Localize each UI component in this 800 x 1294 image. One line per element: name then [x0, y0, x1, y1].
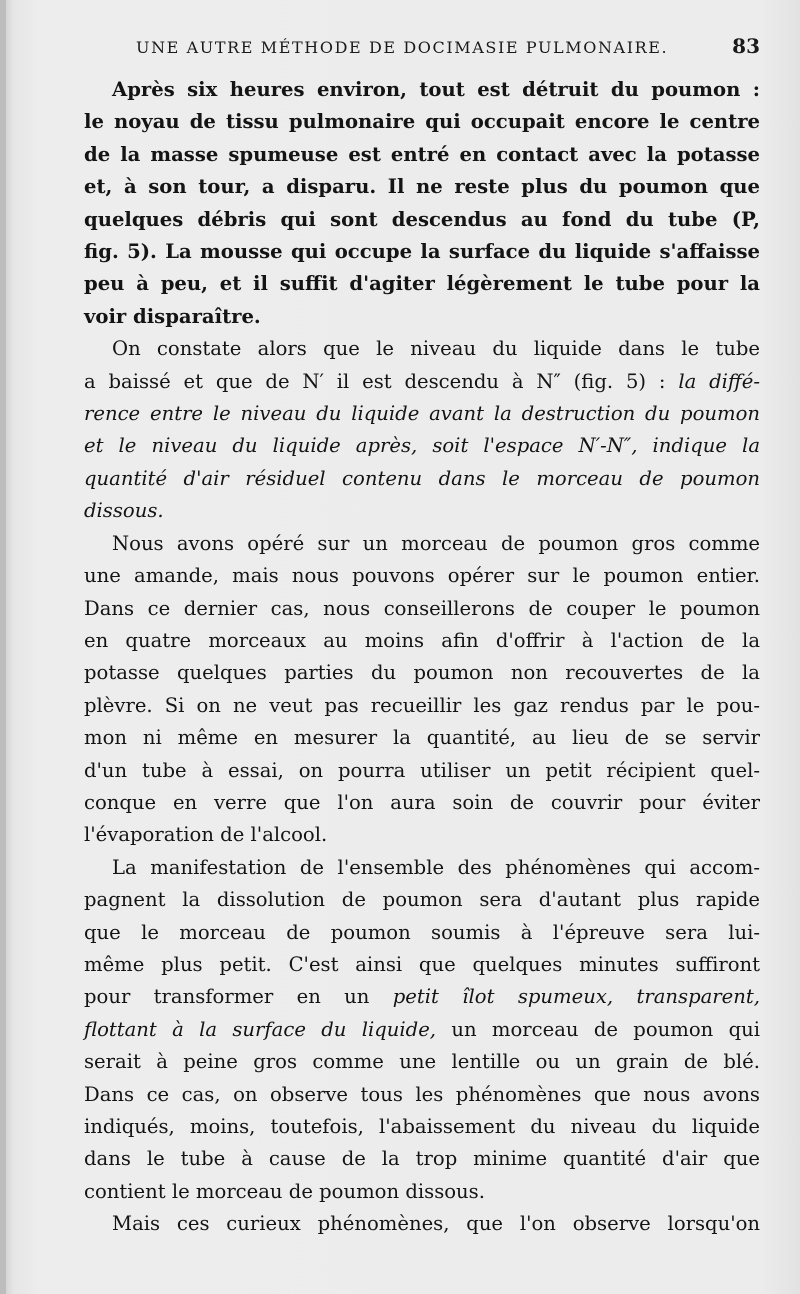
text-line	[84, 1079, 760, 1111]
text-run: pour transformer en un	[84, 985, 393, 1009]
text-run: indiqués, moins, toutefois, l'abaissement du niveau du liquide	[84, 1115, 760, 1138]
italic-run: petit îlot spumeux, transparent,	[392, 985, 760, 1009]
text-line	[84, 1046, 760, 1078]
running-header	[84, 34, 760, 74]
text-line: conque en verre que l'on aura soin de couvrir pour éviter	[84, 790, 760, 814]
text-line	[84, 884, 760, 916]
italic-run: quantité d'air résiduel contenu dans le morceau de poumon	[84, 466, 760, 490]
paragraph-5	[84, 1208, 760, 1240]
text-run: contient le morceau de poumon dissous.	[84, 1179, 485, 1203]
text-line: et, à son tour, a disparu. Il ne reste plus du poumon que	[84, 175, 760, 199]
text-line	[84, 495, 760, 527]
text-line: Après six heures environ, tout est détruit du poumon :	[112, 78, 760, 101]
text-line	[84, 981, 760, 1013]
text-line	[84, 949, 760, 981]
text-line	[84, 366, 760, 398]
text-line	[84, 463, 760, 495]
text-run: serait à peine gros comme une lentille ou un grain de blé.	[84, 1050, 760, 1074]
text-line: fig. 5). La mousse qui occupe la surface du liquide s'affaisse	[84, 240, 760, 264]
page-number: 83	[732, 34, 760, 58]
text-line: d'un tube à essai, on pourra utiliser un petit récipient quel-	[84, 758, 760, 782]
text-line: en quatre morceaux au moins afin d'offrir à l'action de la	[84, 628, 760, 652]
text-line	[84, 398, 760, 430]
text-line: une amande, mais nous pouvons opérer sur le poumon entier.	[84, 564, 760, 588]
text-line: Nous avons opéré sur un morceau de poumon gros comme	[112, 531, 760, 555]
text-run: pagnent la dissolution de poumon sera d'autant plus rapide	[84, 888, 760, 912]
text-line: potasse quelques parties du poumon non recouvertes de la	[84, 661, 760, 685]
text-run: a baissé et que de N′ il est descendu à N″ (fig. 5) :	[84, 369, 679, 393]
text-line	[84, 852, 760, 884]
text-line	[84, 430, 760, 462]
text-line	[84, 1176, 760, 1208]
text-line: voir disparaître.	[84, 304, 261, 328]
page-edge	[0, 0, 6, 1294]
italic-run: la diffé-	[678, 369, 760, 393]
text-run: que le morceau de poumon soumis à l'épreuve sera lui-	[84, 920, 760, 944]
text-run: On constate alors que le niveau du liquide dans le tube	[112, 337, 760, 361]
italic-run: dissous.	[84, 499, 164, 523]
paragraph-4	[84, 852, 760, 1208]
text-line	[84, 1143, 760, 1175]
paragraph-2	[84, 333, 760, 527]
text-run: Dans ce cas, on observe tous les phénomènes que nous avons	[84, 1082, 760, 1106]
text-line	[84, 917, 760, 949]
running-title: UNE AUTRE MÉTHODE DE DOCIMASIE PULMONAIRE.	[136, 38, 669, 57]
text-line: Dans ce dernier cas, nous conseillerons de couper le poumon	[84, 596, 760, 620]
italic-run: flottant à la surface du liquide,	[84, 1017, 437, 1041]
text-run: même plus petit. C'est ainsi que quelques minutes suffiront	[84, 952, 760, 976]
paragraph-1	[84, 74, 760, 333]
text-line: le noyau de tissu pulmonaire qui occupait encore le centre	[84, 110, 760, 134]
text-line: l'évaporation de l'alcool.	[84, 823, 328, 847]
text-line	[84, 1014, 760, 1046]
paragraph-3	[84, 528, 760, 852]
italic-run: et le niveau du liquide après, soit l'espace N′-N″, indique la	[84, 434, 760, 458]
text-line: mon ni même en mesurer la quantité, au lieu de se servir	[84, 726, 760, 750]
text-line: Mais ces curieux phénomènes, que l'on observe lorsqu'on	[112, 1212, 760, 1236]
text-line: de la masse spumeuse est entré en contact avec la potasse	[84, 142, 760, 166]
italic-run: rence entre le niveau du liquide avant la destruction du poumon	[84, 402, 760, 426]
text-block	[84, 34, 760, 1241]
text-line: quelques débris qui sont descendus au fond du tube (P,	[84, 207, 760, 231]
text-line: plèvre. Si on ne veut pas recueillir les gaz rendus par le pou-	[84, 693, 760, 717]
text-line	[84, 1111, 760, 1143]
text-run: La manifestation de l'ensemble des phénomènes qui accom-	[112, 855, 760, 879]
text-run: un morceau de poumon qui	[436, 1017, 761, 1041]
text-run: dans le tube à cause de la trop minime quantité d'air que	[84, 1147, 760, 1171]
text-line: peu à peu, et il suffit d'agiter légèrement le tube pour la	[84, 272, 760, 296]
text-line	[84, 333, 760, 365]
